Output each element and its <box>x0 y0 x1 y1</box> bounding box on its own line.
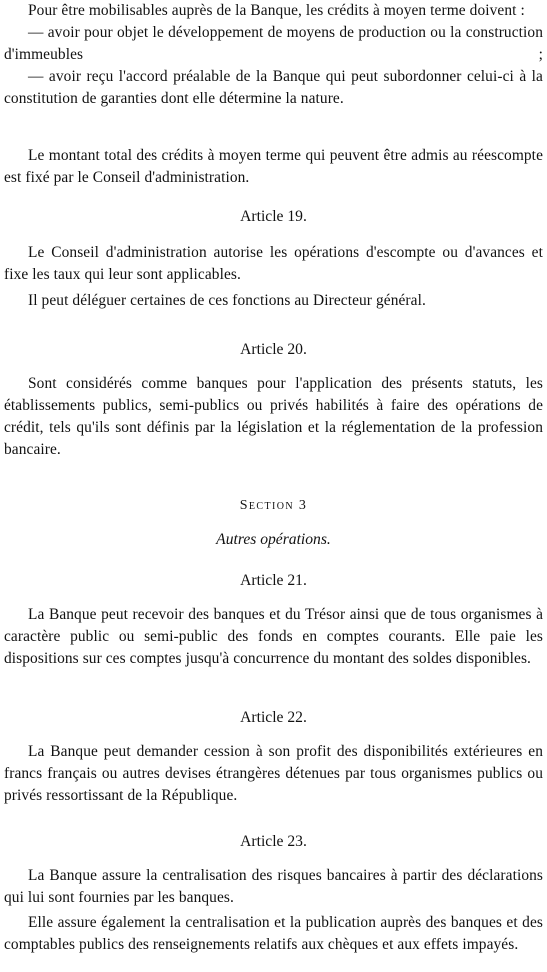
paragraph: Le Conseil d'administration autorise les opérations d'escompte ou d'avances et fixe les taux qui leur sont applicables. <box>4 244 543 283</box>
paragraph: La Banque assure la centralisation des risques bancaires à partir des déclarations qui lui sont fournies par les banques. <box>4 867 543 906</box>
paragraph-montant-total <box>4 145 543 189</box>
list-item-dash: — avoir reçu l'accord préalable de la Banque qui peut subordonner celui-ci à la constitution de garanties dont elle détermine la nature. <box>4 68 543 107</box>
article-19-body <box>4 242 543 312</box>
section-subtitle: Autres opérations. <box>216 531 331 548</box>
paragraph: Sont considérés comme banques pour l'application des présents statuts, les établissements publics, semi-publics ou privés habilités à faire des opérations de crédit, tels qu'ils sont définis par la législation et la réglementation de la profession bancaire. <box>4 375 543 458</box>
list-item-dash: — avoir pour objet le développement de moyens de production ou la construction d'immeubles ; <box>4 24 543 63</box>
section-heading: Section 3 <box>239 498 308 513</box>
article-20-body <box>4 373 543 461</box>
paragraph-credits-moyen-terme <box>4 0 543 110</box>
article-22-body <box>4 741 543 807</box>
article-heading-20: Article 20. <box>240 341 307 358</box>
paragraph: Il peut déléguer certaines de ces fonctions au Directeur général. <box>28 292 426 309</box>
article-heading-21: Article 21. <box>240 572 307 589</box>
paragraph: Le montant total des crédits à moyen terme qui peuvent être admis au réescompte est fixé par le Conseil d'administration. <box>4 147 543 186</box>
article-21-body <box>4 604 543 670</box>
article-23-body <box>4 865 543 956</box>
paragraph: Pour être mobilisables auprès de la Banque, les crédits à moyen terme doivent : <box>28 2 525 19</box>
article-heading-23: Article 23. <box>240 833 307 850</box>
paragraph: La Banque peut recevoir des banques et du Trésor ainsi que de tous organismes à caractère public ou semi-public des fonds en comptes courants. Elle paie les dispositions sur ces comptes jusqu'à concurrence du montant des soldes disponibles. <box>4 606 543 667</box>
paragraph: Elle assure également la centralisation et la publication auprès des banques et des comptables publics des renseignements relatifs aux chèques et aux effets impayés. <box>4 914 543 953</box>
article-heading-22: Article 22. <box>240 709 307 726</box>
article-heading-19: Article 19. <box>240 208 307 225</box>
paragraph: La Banque peut demander cession à son profit des disponibilités extérieures en francs français ou autres devises étrangères détenues par tous organismes publics ou privés ressortissant de la République. <box>4 743 543 804</box>
